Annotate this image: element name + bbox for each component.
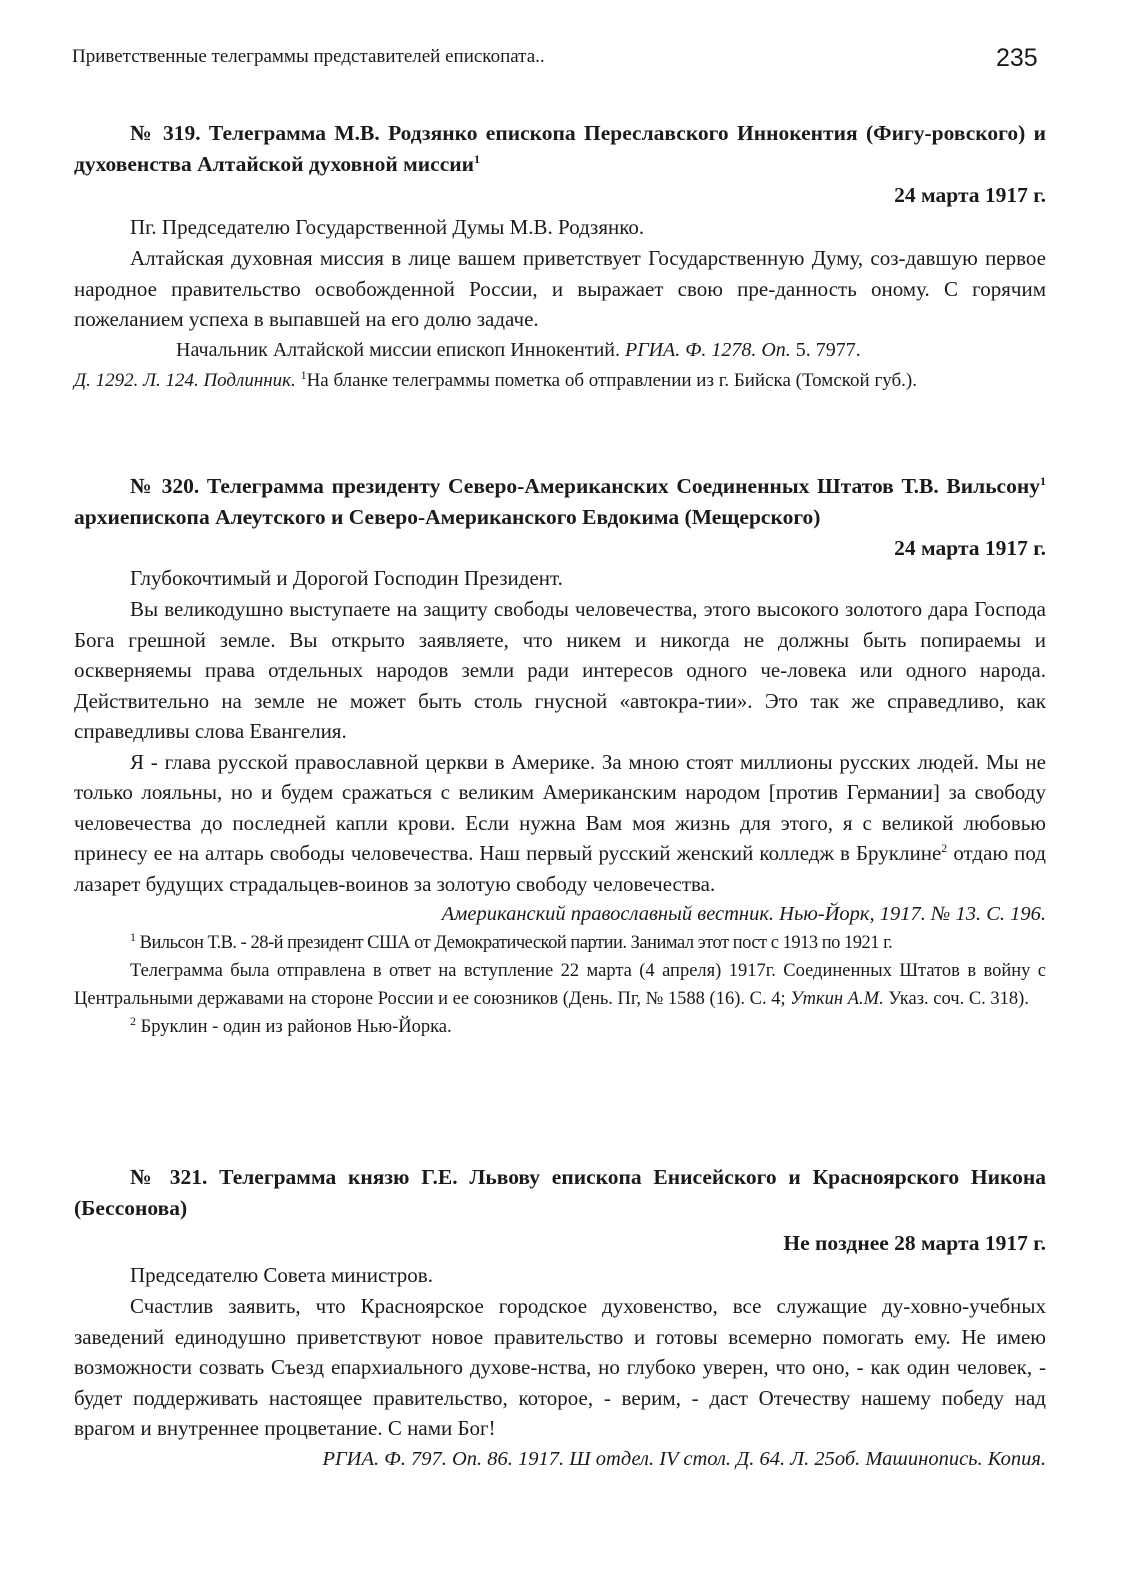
footnote-ref: 1 (1040, 474, 1046, 488)
doc-319-signature-line (74, 335, 1046, 365)
doc-319-footnote: На бланке телеграммы пометка об отправлении из г. Бийска (Томской губ.). (306, 369, 917, 391)
running-header: Приветственные телеграммы представителей епископата.. (72, 46, 545, 67)
doc-320-title-a: № 320. Телеграмма президенту Северо-Американских Соединенных Штатов Т.В. Вильсону (130, 474, 1040, 498)
doc-320-paragraph-2-a: Я - глава русской православной церкви в Америке. За мною стоят миллионы русских людей. Мы не только лояльны, но и будем сражаться с великим Американским народом [против Германии] за свободу человечества до последней капли крови. Если нужна Вам моя жизнь для этого, я с великой любовью принесу ее на алтарь свободы человечества. Наш первый русский женский колледж в Бруклине (74, 749, 1046, 865)
doc-319-signature: Начальник Алтайской миссии епископ Иннокентий. (176, 338, 621, 361)
doc-319-title (74, 118, 1046, 180)
doc-319-salutation: Пг. Председателю Государственной Думы М.В. Родзянко. (130, 215, 645, 239)
doc-320-footnote-1-author: Уткин А.М. (790, 989, 884, 1009)
doc-319-archive-ref: Д. 1292. Л. 124. Подлинник. (74, 369, 296, 391)
doc-320-footnote-1-cont-a: Телеграмма была отправлена в ответ на вступление 22 марта (4 апреля) 1917г. Соединенных Штатов в войну с Центральными державами на стороне России и ее союзников (День. Пг, № 1588 (16). С. 4; (74, 961, 1046, 1009)
doc-319-archive: РГИА. Ф. 1278. Оп. (625, 338, 791, 361)
doc-320-footnote-2 (74, 1013, 1046, 1041)
doc-320-paragraph-1: Вы великодушно выступаете на защиту свободы человечества, этого высокого золотого дара Господа Бога грешной земле. Вы открыто заявляете, что никем и никогда не должны быть попираемы и оскверняемы права отдельных народов земли ради интересов одного че-ловека или одного народа. Действительно на земле не может быть столь гнусной «автокра-тии». Это так же справедливо, как справедливы слова Евангелия. (74, 597, 1046, 743)
doc-321-salutation: Председателю Совета министров. (130, 1263, 433, 1287)
doc-320-footnote-1-continued (74, 957, 1046, 1013)
doc-320-footnote-2-text: Бруклин - один из районов Нью-Йорка. (140, 1017, 452, 1037)
doc-320-title-b: архиепископа Алеутского и Северо-Американского Евдокима (Мещерского) (74, 505, 821, 529)
doc-321-source: РГИА. Ф. 797. Оп. 86. 1917. Ш отдел. IV стол. Д. 64. Л. 25об. Машинопись. Копия. (322, 1447, 1046, 1470)
doc-320-paragraph-2-b: отдаю под лазарет будущих страдальцев-воинов за золотую свободу человечества. (74, 841, 1046, 896)
doc-320-footnote-1-cont-b: Указ. соч. С. 318). (888, 989, 1029, 1009)
page-number: 235 (996, 44, 1038, 72)
doc-321-date: Не позднее 28 марта 1917 г. (783, 1231, 1046, 1255)
document-320 (74, 471, 1046, 1041)
doc-320-date: 24 марта 1917 г. (894, 536, 1046, 560)
doc-319-date: 24 марта 1917 г. (894, 183, 1046, 207)
footnote-ref: 1 (474, 152, 481, 166)
document-321 (74, 1162, 1046, 1474)
doc-321-title: № 321. Телеграмма князю Г.Е. Львову епископа Енисейского и Красноярского Никона (Бессонова) (74, 1165, 1046, 1220)
doc-321-body: Счастлив заявить, что Красноярское городское духовенство, все служащие ду-ховно-учебных заведений единодушно приветствуют новое правительство и готовы всемерно помогать ему. Не имею возможности созвать Съезд епархиального духове-нства, но глубоко уверен, что оно, - как один человек, - будет поддерживать настоящее правительство, которое, - верим, - даст Отечеству нашему победу над врагом и внутреннее процветание. С нами Бог! (74, 1294, 1046, 1440)
doc-319-archive-num: 5. 7977. (795, 338, 861, 361)
footnote-ref: 2 (941, 841, 948, 855)
doc-320-salutation: Глубокочтимый и Дорогой Господин Президент. (130, 566, 563, 590)
doc-320-title (74, 471, 1046, 533)
doc-319-body: Алтайская духовная миссия в лице вашем приветствует Государственную Думу, соз-давшую первое народное правительство освобожденной России, и выражает свою пре-данность оному. С горячим пожеланием успеха в выпавшей на его долю задаче. (74, 246, 1046, 331)
doc-320-paragraph-2 (74, 747, 1046, 900)
footnote-mark: 1 (130, 930, 136, 944)
document-319 (74, 118, 1046, 396)
doc-320-source: Американский православный вестник. Нью-Йорк, 1917. № 13. С. 196. (441, 903, 1046, 925)
doc-320-footnote-1-text: Вильсон Т.В. - 28-й президент США от Демократической партии. Занимал этот пост с 1913 по 1921 г. (139, 933, 893, 953)
doc-319-title-text: № 319. Телеграмма М.В. Родзянко епископа Переславского Иннокентия (Фигу-ровского) и духовенства Алтайской духовной миссии (74, 121, 1046, 176)
footnote-mark: 2 (130, 1014, 136, 1028)
doc-319-archive-line (74, 365, 1046, 396)
doc-320-footnote-1 (74, 929, 1046, 957)
footnote-mark: 1 (300, 367, 307, 382)
